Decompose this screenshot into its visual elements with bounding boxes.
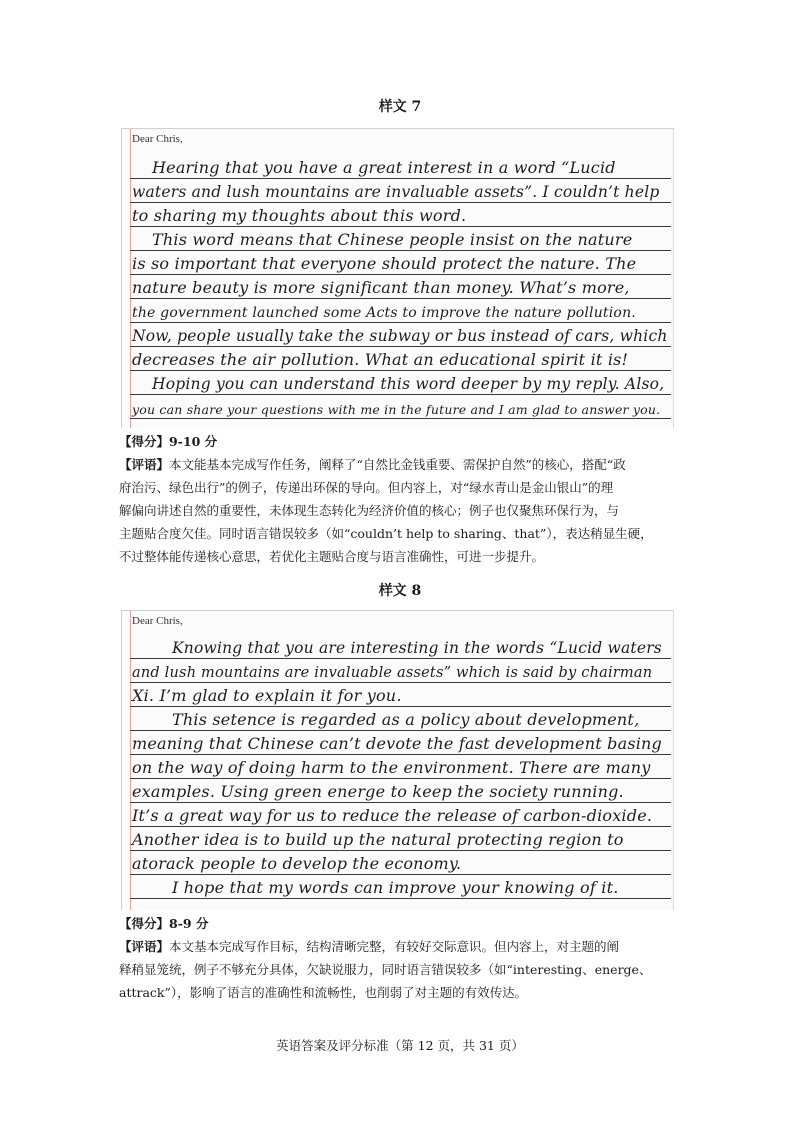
score-label: 【得分】	[119, 434, 170, 449]
sample-7-evaluation	[119, 430, 679, 568]
sample-8-title: 样文 8	[378, 583, 422, 599]
essay-line: is so important that everyone should protect the nature. The	[130, 253, 671, 275]
essay-line: Now, people usually take the subway or bus instead of cars, which	[130, 325, 671, 347]
essay-line: Hearing that you have a great interest in a word “Lucid	[130, 157, 671, 179]
essay-line: Hoping you can understand this word deeper by my reply. Also,	[130, 373, 671, 395]
score-line	[119, 912, 679, 935]
essay-line: waters and lush mountains are invaluable assets”. I couldn’t help	[130, 181, 671, 203]
comment	[119, 935, 679, 1004]
salutation: Dear Chris,	[132, 615, 183, 627]
essay-line: Another idea is to build up the natural protecting region to	[130, 829, 671, 851]
sample-7-title: 样文 7	[378, 99, 422, 115]
essay-line: decreases the air pollution. What an educational spirit it is!	[130, 349, 671, 371]
score-value: 9-10 分	[169, 434, 218, 449]
essay-line: Knowing that you are interesting in the words “Lucid waters	[130, 637, 671, 659]
score-line	[119, 430, 679, 453]
comment-line: 释稍显笼统，例子不够充分具体，欠缺说服力，同时语言错误较多（如“interesting、energe、	[119, 962, 652, 977]
score-label: 【得分】	[119, 916, 170, 931]
comment-line: 主题贴合度欠佳。同时语言错误较多（如“couldn’t help to sharing、that”），表达稍显生硬，	[119, 526, 653, 541]
salutation: Dear Chris,	[132, 133, 183, 145]
comment-label: 【评语】	[119, 457, 170, 472]
essay-line: Xi. I’m glad to explain it for you.	[130, 685, 671, 707]
essay-line: you can share your questions with me in the future and I am glad to answer you.	[130, 397, 671, 419]
comment-label: 【评语】	[119, 939, 170, 954]
comment-line: 本文能基本完成写作任务，阐释了“自然比金钱重要、需保护自然”的核心，搭配“政	[169, 457, 626, 472]
essay-line: I hope that my words can improve your knowing of it.	[130, 877, 671, 899]
comment-line: attrack”），影响了语言的准确性和流畅性，也削弱了对主题的有效传达。	[119, 985, 528, 1000]
handwritten-essay-8	[121, 610, 674, 910]
essay-line: on the way of doing harm to the environment. There are many	[130, 757, 671, 779]
handwritten-essay-7	[121, 128, 674, 428]
essay-line: atorack people to develop the economy.	[130, 853, 671, 875]
essay-line: It’s a great way for us to reduce the release of carbon-dioxide.	[130, 805, 671, 827]
essay-line: to sharing my thoughts about this word.	[130, 205, 671, 227]
comment-line: 府治污、绿色出行”的例子，传递出环保的导向。但内容上，对“绿水青山是金山银山”的理	[119, 480, 614, 495]
page-footer: 英语答案及评分标准（第 12 页，共 31 页）	[276, 1038, 524, 1053]
score-value: 8-9 分	[169, 916, 209, 931]
comment-line: 本文基本完成写作目标，结构清晰完整，有较好交际意识。但内容上，对主题的阐	[169, 939, 620, 954]
essay-line: This word means that Chinese people insist on the nature	[130, 229, 671, 251]
essay-line: the government launched some Acts to improve the nature pollution.	[130, 301, 671, 323]
essay-line: examples. Using green energe to keep the society running.	[130, 781, 671, 803]
comment-line: 解偏向讲述自然的重要性，未体现生态转化为经济价值的核心；例子也仅聚焦环保行为，与	[119, 503, 620, 518]
comment	[119, 453, 679, 568]
essay-line: nature beauty is more significant than money. What’s more,	[130, 277, 671, 299]
comment-line: 不过整体能传递核心意思，若优化主题贴合度与语言准确性，可进一步提升。	[119, 549, 545, 564]
essay-line: meaning that Chinese can’t devote the fast development basing	[130, 733, 671, 755]
sample-8-evaluation	[119, 912, 679, 1004]
essay-line: and lush mountains are invaluable assets” which is said by chairman	[130, 661, 671, 683]
essay-line: This setence is regarded as a policy about development,	[130, 709, 671, 731]
